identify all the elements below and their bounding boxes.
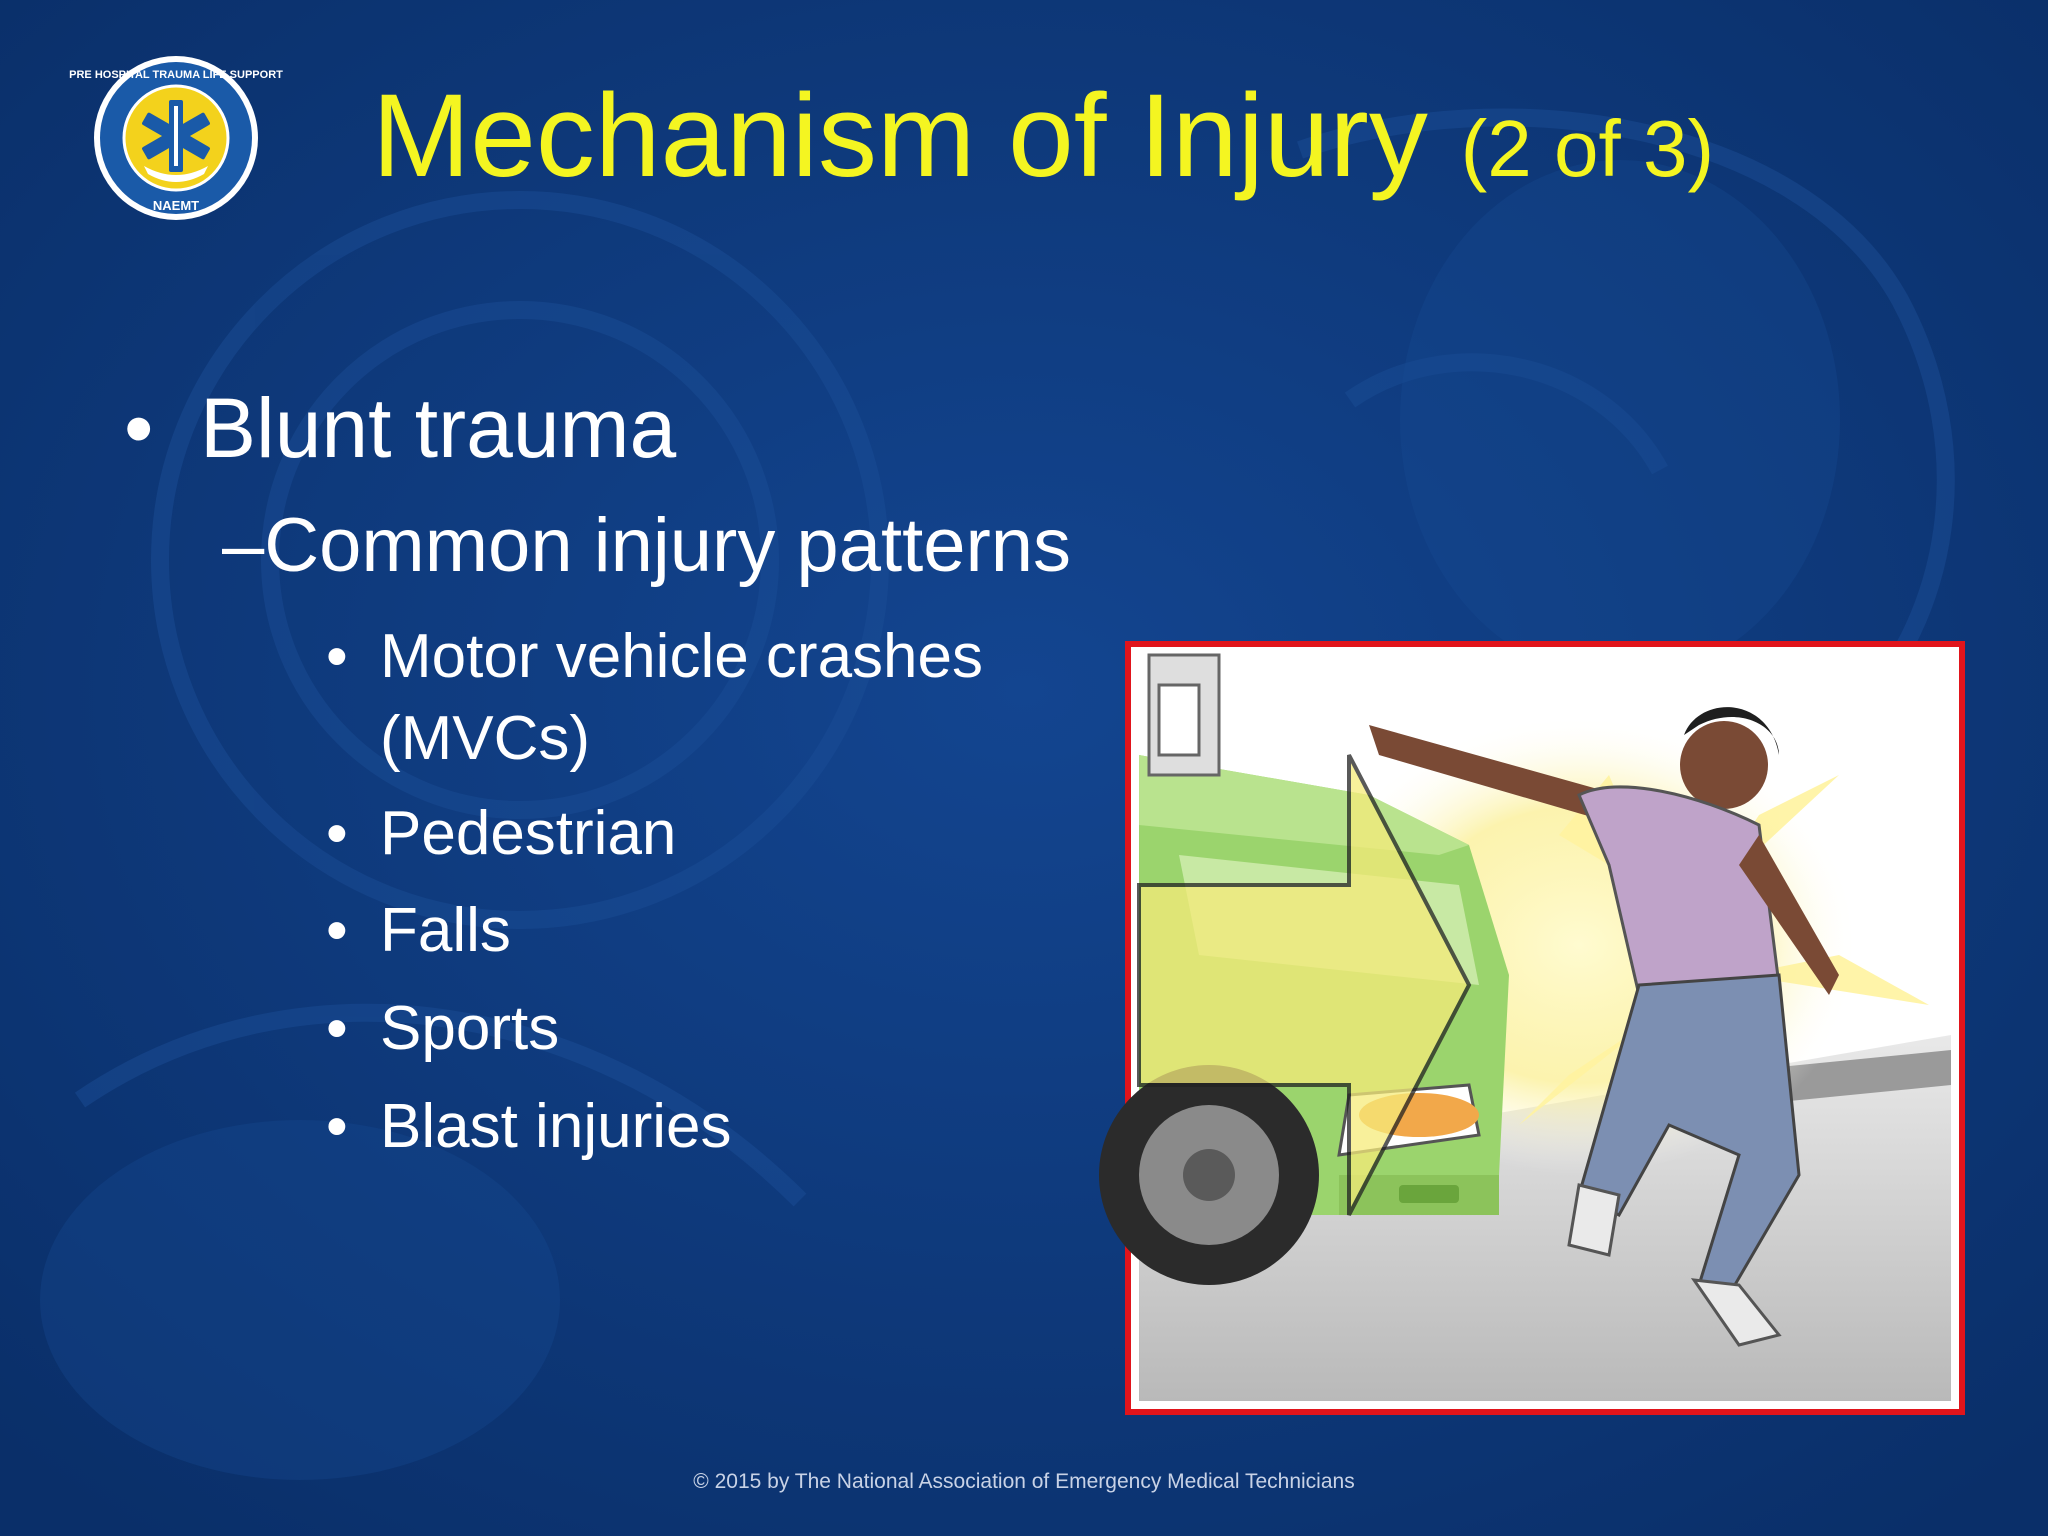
bullet-text-line-2: (MVCs) (380, 704, 591, 773)
bullet-text: Pedestrian (380, 799, 677, 868)
slide-title-main: Mechanism of Injury (372, 70, 1428, 202)
illustration-frame (1125, 641, 1965, 1415)
logo-ring-text: PRE HOSPITAL TRAUMA LIFE SUPPORT (69, 69, 283, 81)
bullet-mark: • (326, 896, 348, 965)
bullet-text: Falls (380, 896, 511, 965)
bullet-mark: • (326, 994, 348, 1063)
bullet-mark: • (124, 381, 154, 475)
bullet-text: Sports (380, 994, 560, 1063)
vehicle-pedestrian-impact-illustration (1139, 655, 1951, 1401)
copyright-notice: © 2015 by The National Association of Emergency Medical Technicians (693, 1470, 1355, 1493)
bullet-mark: • (326, 799, 348, 868)
bullet-text-line-1: Motor vehicle crashes (380, 622, 984, 691)
bullet-text: Blast injuries (380, 1092, 732, 1161)
bullet-mark: • (326, 622, 348, 691)
logo-bottom-text: NAEMT (152, 198, 200, 213)
bullet-text: Blunt trauma (200, 381, 677, 475)
bullet-mark: • (326, 1092, 348, 1161)
dash-mark: – (222, 503, 265, 588)
phtls-logo (69, 54, 283, 222)
bullet-text: Common injury patterns (264, 503, 1072, 588)
slide-title (372, 66, 1872, 206)
slide-title-suffix: (2 of 3) (1460, 104, 1715, 193)
